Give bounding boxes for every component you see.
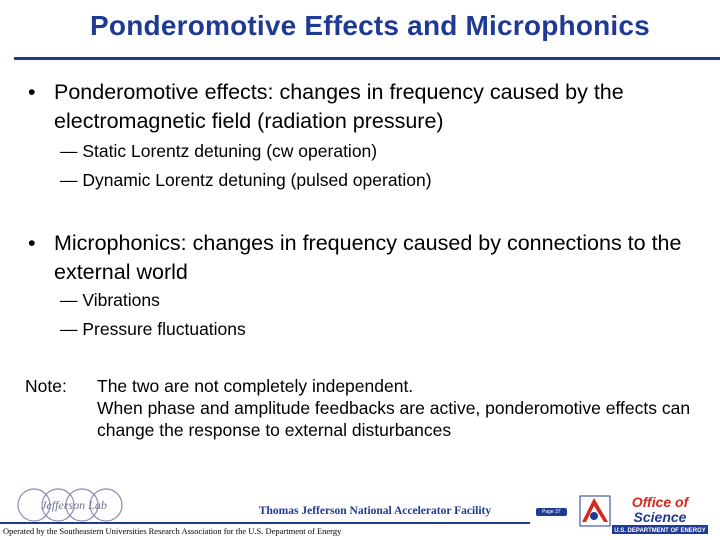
slide-title: Ponderomotive Effects and Microphonics: [90, 10, 650, 41]
jefferson-lab-logo-text: Jefferson Lab: [41, 498, 107, 512]
bullet-marker: •: [28, 231, 36, 255]
title-rule: [14, 57, 720, 60]
page-number: Page 37: [536, 508, 567, 516]
bullet-microphonics: [28, 229, 698, 287]
jefferson-lab-logo: [14, 484, 134, 526]
bullet-text: Ponderomotive effects: changes in frequency caused by the electromagnetic field (radiation pressure): [54, 80, 624, 133]
doe-logo-line1: Office of: [631, 494, 689, 510]
doe-logo-line3: U.S. DEPARTMENT OF ENERGY: [614, 528, 706, 534]
footer-facility: Thomas Jefferson National Accelerator Facility: [258, 505, 492, 517]
subitem-static-lorentz: — Static Lorentz detuning (cw operation): [60, 141, 378, 161]
note-body: [97, 375, 707, 441]
bullet-ponderomotive: [28, 78, 698, 136]
note-label: Note:: [25, 376, 67, 396]
note-line: The two are not completely independent.: [97, 376, 414, 396]
footer-rule: [0, 522, 530, 524]
bullet-marker: •: [28, 80, 36, 104]
doe-emblem-icon: [580, 496, 610, 526]
subitem-dynamic-lorentz: — Dynamic Lorentz detuning (pulsed operation): [60, 170, 432, 190]
note-line: When phase and amplitude feedbacks are active, ponderomotive effects can change the response to external disturbances: [97, 398, 691, 440]
bullet-text: Microphonics: changes in frequency caused by connections to the external world: [54, 231, 682, 284]
office-of-science-logo: [578, 492, 710, 536]
subitem-vibrations: — Vibrations: [60, 290, 160, 310]
doe-logo-line2: Science: [633, 509, 687, 525]
footer-operated-by: Operated by the Southeastern Universities Research Association for the U.S. Department of Energy: [3, 526, 342, 536]
subitem-pressure: — Pressure fluctuations: [60, 319, 246, 339]
